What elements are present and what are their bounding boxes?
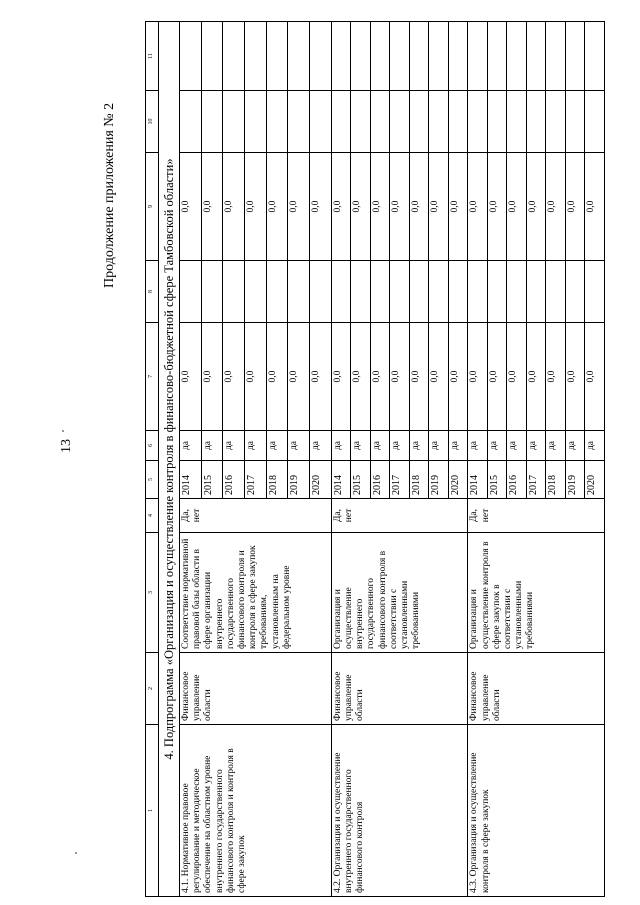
year-cell: 2015: [487, 461, 507, 499]
amount-cell-7: 0,0: [331, 323, 351, 431]
amount-cell-7: 0,0: [266, 323, 288, 431]
empty-cell-11: [526, 22, 546, 91]
value-cell: да: [223, 431, 245, 461]
amount-cell-9: 0,0: [585, 153, 605, 261]
empty-cell-8: [370, 261, 390, 323]
measure-executor: Финансовое управление области: [331, 653, 468, 725]
empty-cell-10: [180, 91, 202, 153]
empty-cell-11: [429, 22, 449, 91]
scan-speck: [75, 852, 77, 854]
empty-cell-11: [585, 22, 605, 91]
value-cell: да: [487, 431, 507, 461]
table-row: [331, 22, 351, 897]
amount-cell-7: 0,0: [487, 323, 507, 431]
empty-cell-8: [351, 261, 371, 323]
year-cell: 2017: [244, 461, 266, 499]
empty-cell-8: [331, 261, 351, 323]
year-cell: 2017: [390, 461, 410, 499]
subprogram-row: [159, 22, 180, 897]
col-number: 2: [146, 653, 159, 725]
measure-executor: Финансовое управление области: [180, 653, 332, 725]
amount-cell-9: 0,0: [468, 153, 488, 261]
empty-cell-8: [546, 261, 566, 323]
empty-cell-11: [487, 22, 507, 91]
empty-cell-8: [288, 261, 310, 323]
empty-cell-11: [507, 22, 527, 91]
empty-cell-11: [331, 22, 351, 91]
empty-cell-8: [487, 261, 507, 323]
amount-cell-7: 0,0: [468, 323, 488, 431]
year-cell: 2018: [546, 461, 566, 499]
empty-cell-11: [565, 22, 585, 91]
value-cell: да: [351, 431, 371, 461]
value-cell: да: [585, 431, 605, 461]
empty-cell-10: [507, 91, 527, 153]
value-cell: да: [180, 431, 202, 461]
amount-cell-9: 0,0: [351, 153, 371, 261]
amount-cell-9: 0,0: [244, 153, 266, 261]
value-cell: да: [565, 431, 585, 461]
col-number: 9: [146, 153, 159, 261]
measure-name: 4.1. Нормативное правовое регулирование и методическое обеспечение на областном уровне внутреннего государственного финансового контроля и контроля в сфере закупок: [180, 725, 332, 897]
empty-cell-11: [390, 22, 410, 91]
year-cell: 2014: [180, 461, 202, 499]
year-cell: 2018: [409, 461, 429, 499]
value-cell: да: [468, 431, 488, 461]
amount-cell-9: 0,0: [546, 153, 566, 261]
empty-cell-11: [288, 22, 310, 91]
empty-cell-8: [565, 261, 585, 323]
amount-cell-9: 0,0: [409, 153, 429, 261]
value-cell: да: [409, 431, 429, 461]
empty-cell-10: [288, 91, 310, 153]
amount-cell-7: 0,0: [565, 323, 585, 431]
col-number: 7: [146, 323, 159, 431]
empty-cell-11: [409, 22, 429, 91]
empty-cell-11: [244, 22, 266, 91]
empty-cell-10: [565, 91, 585, 153]
empty-cell-11: [309, 22, 331, 91]
col-number: 6: [146, 431, 159, 461]
empty-cell-10: [585, 91, 605, 153]
year-cell: 2018: [266, 461, 288, 499]
year-cell: 2016: [507, 461, 527, 499]
table-body: [146, 22, 605, 897]
year-cell: 2016: [223, 461, 245, 499]
empty-cell-8: [448, 261, 468, 323]
value-cell: да: [526, 431, 546, 461]
col-number: 10: [146, 91, 159, 153]
value-cell: да: [370, 431, 390, 461]
year-cell: 2019: [429, 461, 449, 499]
empty-cell-8: [468, 261, 488, 323]
measure-unit: Да, нет: [180, 499, 332, 533]
amount-cell-9: 0,0: [201, 153, 223, 261]
amount-cell-7: 0,0: [201, 323, 223, 431]
empty-cell-10: [266, 91, 288, 153]
empty-cell-8: [309, 261, 331, 323]
measure-unit: Да, нет: [331, 499, 468, 533]
empty-cell-10: [390, 91, 410, 153]
amount-cell-9: 0,0: [526, 153, 546, 261]
col-number: 5: [146, 461, 159, 499]
year-cell: 2020: [309, 461, 331, 499]
empty-cell-10: [487, 91, 507, 153]
amount-cell-7: 0,0: [390, 323, 410, 431]
empty-cell-10: [468, 91, 488, 153]
amount-cell-7: 0,0: [223, 323, 245, 431]
empty-cell-10: [448, 91, 468, 153]
empty-cell-8: [201, 261, 223, 323]
amount-cell-9: 0,0: [331, 153, 351, 261]
empty-cell-8: [180, 261, 202, 323]
empty-cell-8: [526, 261, 546, 323]
amount-cell-9: 0,0: [309, 153, 331, 261]
measure-name: 4.3. Организация и осуществление контроля в сфере закупок: [468, 725, 605, 897]
year-cell: 2015: [351, 461, 371, 499]
empty-cell-10: [429, 91, 449, 153]
appendix-caption: Продолжение приложения № 2: [102, 102, 117, 288]
empty-cell-8: [409, 261, 429, 323]
empty-cell-8: [429, 261, 449, 323]
empty-cell-11: [370, 22, 390, 91]
empty-cell-10: [351, 91, 371, 153]
value-cell: да: [309, 431, 331, 461]
empty-cell-11: [201, 22, 223, 91]
year-cell: 2014: [468, 461, 488, 499]
year-cell: 2015: [201, 461, 223, 499]
amount-cell-7: 0,0: [507, 323, 527, 431]
amount-cell-9: 0,0: [266, 153, 288, 261]
value-cell: да: [507, 431, 527, 461]
empty-cell-11: [223, 22, 245, 91]
empty-cell-8: [585, 261, 605, 323]
empty-cell-10: [546, 91, 566, 153]
measure-unit: Да, нет: [468, 499, 605, 533]
table-row: [180, 22, 202, 897]
amount-cell-7: 0,0: [448, 323, 468, 431]
amount-cell-7: 0,0: [288, 323, 310, 431]
empty-cell-11: [351, 22, 371, 91]
year-cell: 2020: [585, 461, 605, 499]
col-number: 4: [146, 499, 159, 533]
amount-cell-7: 0,0: [429, 323, 449, 431]
amount-cell-9: 0,0: [448, 153, 468, 261]
year-cell: 2016: [370, 461, 390, 499]
col-number: 11: [146, 22, 159, 91]
empty-cell-11: [448, 22, 468, 91]
measure-result: Организация и осуществление контроля в сфере закупок в соответствии с установленными требованиями: [468, 533, 605, 653]
amount-cell-7: 0,0: [244, 323, 266, 431]
empty-cell-8: [507, 261, 527, 323]
table-row: [468, 22, 488, 897]
page-number: 13: [59, 439, 74, 453]
empty-cell-10: [244, 91, 266, 153]
amount-cell-9: 0,0: [390, 153, 410, 261]
amount-cell-7: 0,0: [180, 323, 202, 431]
empty-cell-8: [223, 261, 245, 323]
value-cell: да: [266, 431, 288, 461]
year-cell: 2019: [288, 461, 310, 499]
empty-cell-10: [409, 91, 429, 153]
scan-speck: [62, 430, 64, 432]
col-number: 8: [146, 261, 159, 323]
empty-cell-10: [201, 91, 223, 153]
value-cell: да: [244, 431, 266, 461]
value-cell: да: [390, 431, 410, 461]
amount-cell-9: 0,0: [223, 153, 245, 261]
measure-result: Соответствие нормативной правовой базы области в сфере организации внутреннего государственного финансового контроля и контроля в сфере закупок требованиям, установленным на федеральном уровне: [180, 533, 332, 653]
year-cell: 2020: [448, 461, 468, 499]
amount-cell-7: 0,0: [309, 323, 331, 431]
rotated-table-sheet: [145, 22, 605, 897]
empty-cell-10: [526, 91, 546, 153]
amount-cell-9: 0,0: [288, 153, 310, 261]
measure-executor: Финансовое управление области: [468, 653, 605, 725]
measure-result: Организация и осуществление внутреннего государственного финансового контроля в соответствии с установленными требованиями: [331, 533, 468, 653]
year-cell: 2019: [565, 461, 585, 499]
amount-cell-7: 0,0: [370, 323, 390, 431]
empty-cell-10: [370, 91, 390, 153]
col-number: 1: [146, 725, 159, 897]
amount-cell-7: 0,0: [409, 323, 429, 431]
value-cell: да: [288, 431, 310, 461]
empty-cell-8: [390, 261, 410, 323]
empty-cell-8: [244, 261, 266, 323]
amount-cell-9: 0,0: [487, 153, 507, 261]
empty-cell-11: [468, 22, 488, 91]
amount-cell-7: 0,0: [526, 323, 546, 431]
empty-cell-11: [546, 22, 566, 91]
amount-cell-7: 0,0: [351, 323, 371, 431]
program-table: [145, 21, 605, 897]
amount-cell-9: 0,0: [429, 153, 449, 261]
empty-cell-10: [223, 91, 245, 153]
amount-cell-9: 0,0: [565, 153, 585, 261]
subprogram-title: 4. Подпрограмма «Организация и осуществление контроля в финансово-бюджетной сфере Тамбовской области»: [159, 22, 180, 897]
col-number: 3: [146, 533, 159, 653]
year-cell: 2014: [331, 461, 351, 499]
value-cell: да: [429, 431, 449, 461]
amount-cell-9: 0,0: [507, 153, 527, 261]
amount-cell-7: 0,0: [546, 323, 566, 431]
value-cell: да: [331, 431, 351, 461]
measure-name: 4.2. Организация и осуществление внутреннего государственного финансового контроля: [331, 725, 468, 897]
amount-cell-9: 0,0: [180, 153, 202, 261]
empty-cell-11: [180, 22, 202, 91]
year-cell: 2017: [526, 461, 546, 499]
empty-cell-10: [331, 91, 351, 153]
value-cell: да: [201, 431, 223, 461]
amount-cell-7: 0,0: [585, 323, 605, 431]
empty-cell-10: [309, 91, 331, 153]
value-cell: да: [546, 431, 566, 461]
empty-cell-11: [266, 22, 288, 91]
amount-cell-9: 0,0: [370, 153, 390, 261]
empty-cell-8: [266, 261, 288, 323]
value-cell: да: [448, 431, 468, 461]
column-number-row: [146, 22, 159, 897]
